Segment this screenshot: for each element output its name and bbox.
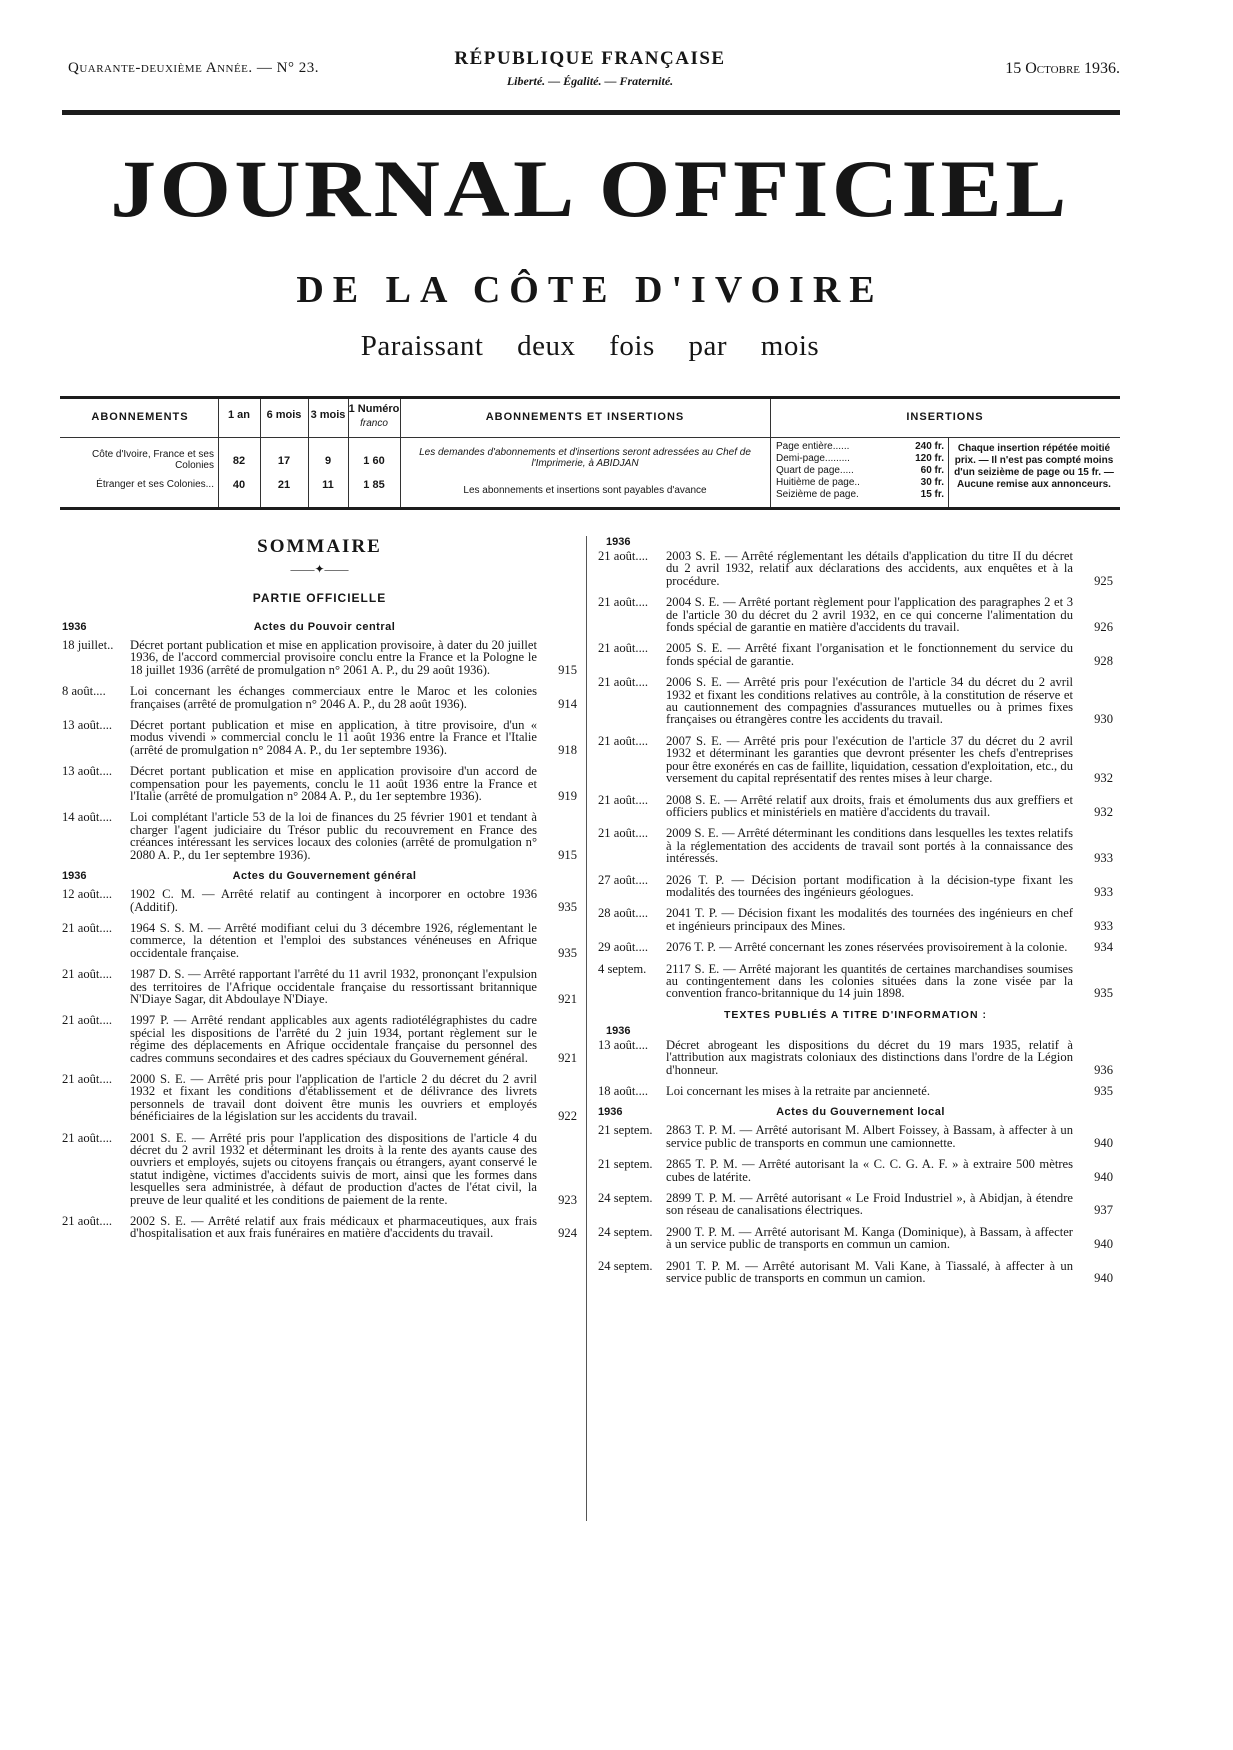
entry-date: 21 septem. [598, 1123, 653, 1138]
entry-text: 2003 S. E. — Arrêté réglementant les détails d'application du titre II du décret du 2 avril 1932, relatif aux déclarations des accidents, aux enquêtes et à la procédure. [666, 549, 1073, 588]
sommaire-right-column [598, 536, 1113, 1293]
subs-header: ABONNEMENTS [91, 411, 189, 423]
insertion-prices [776, 441, 944, 501]
subs-row1-numero: 1 60 [363, 455, 385, 467]
entry-page: 923 [558, 1192, 577, 1207]
insertion-note: Chaque insertion répétée moitié prix. — Il n'est pas compté moins d'un seizième de page ou 15 fr. — Aucune remise aux annonceurs. [954, 443, 1114, 490]
entry-date: 13 août.... [62, 718, 113, 733]
sommaire-entry [598, 1085, 1113, 1097]
entry-date: 27 août.... [598, 872, 649, 887]
insertion-label: Huitième de page.. [776, 477, 860, 488]
table-rule [60, 437, 1120, 438]
entry-page: 940 [1094, 1169, 1113, 1184]
entry-text: Décret abrogeant les dispositions du décret du 19 mars 1935, relatif à l'attribution aux magistrats coloniaux des distinctions dans l'ordre de la Légion d'honneur. [666, 1037, 1073, 1077]
insertion-price: 240 fr. [915, 441, 944, 452]
entry-text: 2005 S. E. — Arrêté fixant l'organisation et le fonctionnement du service du fonds spécial de garantie. [666, 641, 1073, 668]
section-year: 1936 [598, 1106, 623, 1119]
subs-row2-3mois: 11 [322, 479, 334, 491]
entry-page: 932 [1094, 804, 1113, 819]
table-divider [948, 437, 949, 507]
entry-text: 2863 T. P. M. — Arrêté autorisant M. Albert Foissey, à Bassam, à affecter à un service public de transports en commun une camionnette. [666, 1123, 1073, 1150]
entry-date: 21 août.... [598, 733, 649, 748]
journal-subtitle: DE LA CÔTE D'IVOIRE [296, 269, 884, 311]
entry-text: 1902 C. M. — Arrêté relatif au contingent à incorporer en octobre 1936 (Additif). [130, 887, 537, 914]
sommaire-entry [598, 1158, 1113, 1183]
entry-date: 21 août.... [598, 792, 649, 807]
subs-row2-6mois: 21 [277, 479, 291, 491]
entry-date: 21 août.... [62, 920, 113, 935]
entry-page: 922 [558, 1109, 577, 1124]
sommaire-title: SOMMAIRE [257, 536, 382, 557]
insertion-price: 15 fr. [920, 489, 944, 500]
entry-page: 940 [1094, 1135, 1113, 1150]
sommaire-entry [62, 888, 577, 913]
section-title: Actes du Gouvernement local [776, 1106, 945, 1119]
entry-date: 21 août.... [598, 826, 649, 841]
entry-text: 2041 T. P. — Décision fixant les modalités des tournées des ingénieurs en chef et ingénieurs principaux des Mines. [666, 906, 1073, 933]
entry-text: 1987 D. S. — Arrêté rapportant l'arrêté du 11 avril 1932, prononçant l'expulsion des territoires de l'Afrique occidentale française du ressortissant britannique N'Diaye Sagar, dit Abdoulaye N'Diaye. [130, 967, 537, 1006]
sommaire-entry [598, 550, 1113, 587]
sommaire-entry [598, 642, 1113, 667]
entry-page: 935 [558, 945, 577, 960]
entry-date: 21 août.... [598, 675, 649, 690]
republic-heading: RÉPUBLIQUE FRANÇAISE [454, 48, 726, 69]
sommaire-entry [62, 811, 577, 861]
sommaire-entry [598, 941, 1113, 953]
entry-date: 24 septem. [598, 1224, 653, 1239]
entry-page: 925 [1094, 573, 1113, 588]
periodicity: Paraissant deux fois par mois [360, 330, 820, 362]
section-title: Actes du Pouvoir central [253, 621, 396, 633]
entry-date: 29 août.... [598, 940, 649, 955]
column-divider [586, 536, 587, 1521]
sommaire-left-column [62, 536, 577, 1249]
entry-page: 928 [1094, 653, 1113, 668]
entry-page: 924 [558, 1226, 577, 1241]
entry-text: 1964 S. S. M. — Arrêté modifiant celui du 3 décembre 1926, réglementant le commerce, la détention et l'emploi des substances vénéneuses en Afrique occidentale française. [130, 920, 537, 960]
insertion-price: 120 fr. [915, 453, 944, 464]
insertion-price: 30 fr. [920, 477, 944, 488]
entry-text: Décret portant publication et mise en application provisoire, à dater du 20 juillet 1936, de l'accord commercial provisoire conclu entre la France et la Pologne le 18 juillet 1936 (arrêté de promulgation n° 2061 A. P., du 29 août 1936). [130, 638, 537, 677]
sommaire-entry [598, 874, 1113, 899]
sommaire-entry [62, 922, 577, 959]
entry-date: 28 août.... [598, 906, 649, 921]
ornament: ——✦—— [290, 562, 349, 576]
entry-text: 2901 T. P. M. — Arrêté autorisant M. Vali Kane, à Tiassalé, à affecter à un service public de transports en commun un camion. [666, 1258, 1073, 1286]
entry-text: Loi complétant l'article 53 de la loi de finances du 25 février 1901 et tendant à charger l'agent judiciaire du Trésor public du recouvrement en France des créances intéressant les services locaux des colonies (arrêté de promulgation n° 2080 A. P., du 1er septembre 1936). [130, 810, 537, 862]
sommaire-entry [62, 719, 577, 756]
sommaire-entry [598, 735, 1113, 785]
insertion-label: Demi-page......... [776, 453, 850, 464]
section-heading [598, 1106, 1113, 1118]
section-year: 1936 [62, 870, 87, 883]
sommaire-entry [598, 1124, 1113, 1149]
entry-text: 2008 S. E. — Arrêté relatif aux droits, frais et émoluments dus aux greffiers et officiers publics et ministériels en matière d'accidents du travail. [666, 792, 1073, 819]
entry-page: 930 [1094, 712, 1113, 727]
subs-mid-text: Les demandes d'abonnements et d'insertions seront adressées au Chef de l'Imprimerie, à ABIDJAN [419, 447, 751, 469]
entry-page: 919 [558, 789, 577, 804]
subs-row2-label: Étranger et ses Colonies... [96, 479, 214, 490]
entry-text: 1997 P. — Arrêté rendant applicables aux agents radiotélégraphistes du cadre spécial les dispositions de l'arrêté du 2 juin 1934, portant règlement sur le régime des déplacements en Afrique occidentale française du personnel des cadres communs secondaires et des cadres spéciaux du Gouvernement général. [130, 1013, 537, 1065]
year-issue: Quarante-deuxième Année. — N° 23. [68, 60, 319, 76]
sommaire-entry [598, 676, 1113, 726]
subs-h-franco: franco [360, 418, 388, 429]
entry-page: 914 [558, 696, 577, 711]
entry-text: 2117 S. E. — Arrêté majorant les quantités de certaines marchandises soumises au contingentement dans les colonies situées dans la zone visée par la convention franco-britannique du 14 juin 1898. [666, 961, 1073, 1001]
entry-date: 18 juillet.. [62, 638, 114, 652]
entry-page: 921 [558, 991, 577, 1006]
subs-row1-3mois: 9 [324, 455, 332, 467]
entry-page: 937 [1094, 1203, 1113, 1218]
entry-date: 18 août.... [598, 1084, 649, 1098]
sommaire-entry [598, 596, 1113, 633]
entries-gouvernement-general-cont [598, 550, 1113, 1000]
entry-text: 2009 S. E. — Arrêté déterminant les conditions dans lesquelles les textes relatifs à la réglementation des accidents de travail sont portés à la connaissance des intéressés. [666, 826, 1073, 866]
entry-text: 2006 S. E. — Arrêté pris pour l'exécution de l'article 34 du décret du 2 avril 1932 et fixant les conditions relatives au contrôle, à la constitution de réserve et au cautionnement des compagnies d'assurances mutuelles ou à primes fixes françaises ou étrangères contre les accidents du travail. [666, 675, 1073, 727]
entry-page: 918 [558, 742, 577, 757]
masthead-rule [62, 110, 1120, 115]
journal-title: JOURNAL OFFICIEL [110, 143, 1070, 234]
subs-mid-text2: Les abonnements et insertions sont payables d'avance [463, 485, 707, 496]
sommaire-entry [62, 1014, 577, 1064]
entry-page: 933 [1094, 851, 1113, 866]
subs-row1-6mois: 17 [277, 455, 291, 467]
entry-date: 8 août.... [62, 684, 106, 699]
sommaire-entry [62, 765, 577, 802]
entry-text: 2865 T. P. M. — Arrêté autorisant la « C. C. G. A. F. » à extraire 500 mètres cubes de latérite. [666, 1157, 1073, 1184]
sommaire-entry [598, 963, 1113, 1000]
entry-text: Décret portant publication et mise en application provisoire d'un accord de compensation pour les payements, conclu le 11 août 1936 entre la France et l'Italie (arrêté de promulgation n° 2084 A. P., du 1er septembre 1936). [130, 764, 537, 804]
entry-page: 926 [1094, 620, 1113, 635]
entries-pouvoir-central [62, 639, 577, 861]
sommaire-entry [62, 1215, 577, 1240]
subs-mid-header: ABONNEMENTS ET INSERTIONS [485, 411, 685, 423]
issue-date: 15 Octobre 1936. [1005, 60, 1120, 77]
sommaire-entry [62, 968, 577, 1005]
entry-page: 934 [1094, 940, 1113, 955]
entry-page: 936 [1094, 1062, 1113, 1077]
sommaire-entry [598, 1192, 1113, 1217]
entry-text: 2900 T. P. M. — Arrêté autorisant M. Kanga (Dominique), à Bassam, à affecter à un service public de transports en commun un camion. [666, 1224, 1073, 1252]
insertion-label: Seizième de page. [776, 489, 859, 500]
entry-text: 2007 S. E. — Arrêté pris pour l'exécution de l'article 37 du décret du 2 avril 1932 et déterminant les garanties que devront présenter les chefs d'entreprises pour être exonérés en cas de faillite, liquidation, cessation d'exploitation, etc., du versement du capital représentatif des rentes mises à leur charge. [666, 733, 1073, 786]
entry-page: 935 [558, 899, 577, 914]
subs-row2-numero: 1 85 [363, 479, 385, 491]
entry-date: 21 août.... [62, 1130, 113, 1145]
entry-date: 24 septem. [598, 1191, 653, 1206]
insertion-row [776, 453, 944, 465]
insertion-label: Quart de page..... [776, 465, 854, 476]
entry-page: 933 [1094, 884, 1113, 899]
entry-date: 14 août.... [62, 810, 113, 825]
entry-date: 21 août.... [598, 641, 649, 656]
entry-date: 21 août.... [598, 595, 649, 610]
entry-page: 933 [1094, 918, 1113, 933]
info-heading: TEXTES PUBLIÉS A TITRE D'INFORMATION : [724, 1008, 987, 1021]
sommaire-entry [598, 1039, 1113, 1076]
entry-text: 2026 T. P. — Décision portant modification à la décision-type fixant les modalités des tournées des ingénieurs géologues. [666, 872, 1073, 899]
sommaire-entry [598, 1226, 1113, 1251]
entry-date: 21 août.... [62, 967, 113, 982]
entry-text: Loi concernant les échanges commerciaux entre le Maroc et les colonies françaises (arrêté de promulgation n° 2046 A. P., du 28 août 1936). [130, 684, 537, 711]
sommaire-entry [62, 639, 577, 676]
sommaire-entry [598, 1260, 1113, 1285]
subs-h-6mois: 6 mois [266, 409, 302, 421]
entry-page: 921 [558, 1050, 577, 1065]
entry-text: 2076 T. P. — Arrêté concernant les zones réservées provisoirement à la colonie. [666, 940, 1068, 955]
entry-date: 21 septem. [598, 1157, 653, 1172]
sommaire-entry [62, 1132, 577, 1206]
sommaire-entry [62, 1073, 577, 1123]
insertion-row [776, 477, 944, 489]
entry-text: Loi concernant les mises à la retraite par ancienneté. [666, 1084, 930, 1098]
insertions-header: INSERTIONS [906, 411, 984, 423]
insertion-row [776, 489, 944, 501]
subs-h-numero: 1 Numéro [348, 403, 400, 415]
entry-date: 13 août.... [62, 764, 113, 779]
entry-text: 2004 S. E. — Arrêté portant règlement pour l'application des paragraphes 2 et 3 de l'article 30 du décret du 2 avril 1932, en ce qui concerne l'alimentation du fonds spécial de garantie en matière d'accidents du travail. [666, 595, 1073, 635]
insertion-label: Page entière...... [776, 441, 850, 452]
subs-row2-1an: 40 [232, 479, 246, 491]
subscriptions-table [60, 396, 1120, 510]
entry-page: 915 [558, 847, 577, 862]
section-heading [62, 870, 577, 882]
entry-text: 2899 T. P. M. — Arrêté autorisant « Le Froid Industriel », à Abidjan, à étendre son réseau de canalisations électriques. [666, 1191, 1073, 1218]
entry-date: 4 septem. [598, 961, 647, 976]
entry-date: 21 août.... [62, 1013, 113, 1028]
section-title: Actes du Gouvernement général [232, 870, 417, 883]
entries-gouvernement-general [62, 888, 577, 1240]
subs-row1-1an: 82 [232, 455, 246, 467]
entry-page: 935 [1094, 1084, 1113, 1098]
subs-row1-label: Côte d'Ivoire, France et ses Colonies [92, 449, 214, 471]
entry-date: 12 août.... [62, 887, 113, 902]
entry-date: 24 septem. [598, 1258, 653, 1273]
entry-page: 935 [1094, 986, 1113, 1001]
entry-text: 2001 S. E. — Arrêté pris pour l'application des dispositions de l'article 4 du décret du 2 avril 1932 et déterminant les droits à la rente des ayants cause des ouvriers et employés, sujets ou citoyens français ou étrangers, ayant conservé le statut indigène, victimes d'accidents suivis de mort, ainsi que les formes dans lesquelles sera administrée, à défaut de production d'actes de l'état civil, la preuve de leur qualité et les conditions de paiement de la rente. [130, 1130, 537, 1207]
sommaire-entry [598, 794, 1113, 819]
insertion-price: 60 fr. [920, 465, 944, 476]
entry-page: 940 [1094, 1237, 1113, 1252]
entry-text: Décret portant publication et mise en application, à titre provisoire, d'un « modus vivendi » commercial conclu le 11 août 1936 entre la France et l'Italie (arrêté de promulgation n° 2084 A. P., du 1er septembre 1936). [130, 718, 537, 757]
insertion-row [776, 441, 944, 453]
entry-page: 932 [1094, 771, 1113, 786]
entry-date: 21 août.... [62, 1214, 113, 1229]
entry-text: 2000 S. E. — Arrêté pris pour l'application de l'article 2 du décret du 2 avril 1932 et fixant les conditions d'établissement et de délivrance des livrets personnels de travail dont doivent être munis les ouvriers et employés bénéficiaires de la législation sur les accidents du travail. [130, 1071, 537, 1124]
entry-page: 915 [558, 662, 577, 677]
entry-page: 940 [1094, 1271, 1113, 1286]
section-year: 1936 [606, 536, 631, 548]
sommaire-entry [62, 685, 577, 710]
sommaire-entry [598, 827, 1113, 864]
partie-officielle: PARTIE OFFICIELLE [252, 591, 387, 605]
insertion-row [776, 465, 944, 477]
subs-h-3mois: 3 mois [310, 409, 346, 421]
masthead-top-row [60, 48, 1120, 94]
section-year: 1936 [62, 621, 87, 633]
entry-date: 21 août.... [62, 1071, 113, 1086]
section-heading [62, 621, 577, 633]
entries-gouvernement-local [598, 1124, 1113, 1284]
section-year: 1936 [606, 1024, 631, 1037]
sommaire-entry [598, 907, 1113, 932]
entries-information [598, 1039, 1113, 1098]
entry-date: 13 août.... [598, 1037, 649, 1052]
subs-h-1an: 1 an [227, 409, 250, 421]
entry-date: 21 août.... [598, 549, 649, 563]
motto: Liberté. — Égalité. — Fraternité. [506, 74, 674, 88]
entry-text: 2002 S. E. — Arrêté relatif aux frais médicaux et pharmaceutiques, aux frais d'hospitalisation et aux frais funéraires en matière d'accidents du travail. [130, 1214, 537, 1241]
